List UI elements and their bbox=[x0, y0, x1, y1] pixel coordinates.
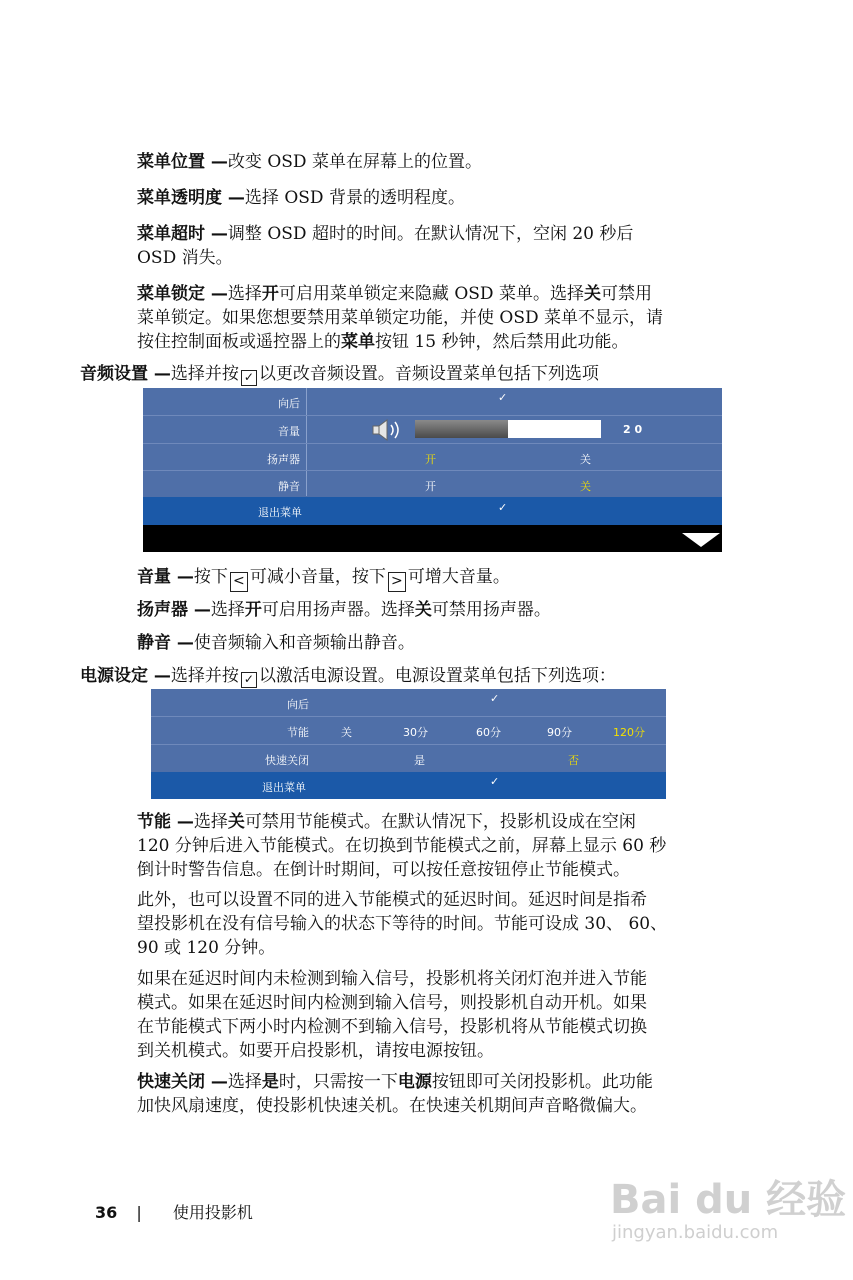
text: 选择 bbox=[227, 284, 262, 304]
text: 按住控制面板或遥控器上的 bbox=[137, 332, 341, 352]
osd-row-exit[interactable] bbox=[151, 772, 666, 799]
volume-slider[interactable] bbox=[415, 420, 601, 438]
text: 选择 bbox=[210, 600, 245, 620]
power-intro-para bbox=[80, 664, 616, 688]
volume-label: 音量 bbox=[278, 425, 300, 438]
text: 此外，也可以设置不同的进入节能模式的延迟时间。延迟时间是指希 bbox=[137, 890, 647, 910]
text: 可禁用扬声器。 bbox=[431, 600, 551, 620]
mute-on-option[interactable]: 开 bbox=[425, 480, 436, 493]
osd-row-mute[interactable] bbox=[143, 471, 722, 498]
audio-osd-menu bbox=[143, 388, 722, 552]
menu-lock-para bbox=[137, 282, 663, 354]
text: 选择 OSD 背景的透明程度。 bbox=[244, 188, 465, 208]
page-number: 36 bbox=[95, 1203, 118, 1222]
power-save-label: 节能 bbox=[287, 726, 309, 739]
power-save-option-90[interactable]: 90分 bbox=[547, 726, 572, 739]
back-label: 向后 bbox=[278, 397, 300, 410]
text: 可启用扬声器。选择 bbox=[261, 600, 415, 620]
volume-slider-fill bbox=[415, 420, 508, 438]
option-off: 关 bbox=[227, 812, 245, 832]
power-save-para bbox=[137, 810, 666, 882]
quick-shutdown-label: 快速关闭 bbox=[265, 754, 309, 767]
term: 菜单位置 — bbox=[137, 152, 228, 172]
enter-key-icon: ✓ bbox=[241, 672, 257, 688]
baidu-watermark-logo: Bai du 经验 bbox=[610, 1177, 847, 1223]
text: 加快风扇速度，使投影机快速关机。在快速关机期间声音略微偏大。 bbox=[137, 1096, 647, 1116]
menu-position-para bbox=[137, 150, 482, 174]
power-save-option-off[interactable]: 关 bbox=[341, 726, 352, 739]
text: 选择并按 bbox=[170, 666, 239, 686]
text: 时，只需按一下 bbox=[278, 1072, 398, 1092]
mute-off-option[interactable]: 关 bbox=[580, 480, 591, 493]
text: 可禁用节能模式。在默认情况下，投影机设成在空闲 bbox=[244, 812, 636, 832]
osd-row-exit[interactable] bbox=[143, 497, 722, 525]
term: 菜单超时 — bbox=[137, 224, 228, 244]
speaker-on-option[interactable]: 开 bbox=[425, 453, 436, 466]
text: 可减小音量，按下 bbox=[249, 567, 386, 587]
quick-shutdown-no[interactable]: 否 bbox=[568, 754, 579, 767]
volume-value: 2 0 bbox=[623, 423, 643, 436]
quick-shutdown-yes[interactable]: 是 bbox=[414, 754, 425, 767]
left-key-icon: < bbox=[230, 572, 248, 592]
text: 90 或 120 分钟。 bbox=[137, 938, 276, 958]
text: 选择 bbox=[193, 812, 228, 832]
back-label: 向后 bbox=[287, 698, 309, 711]
text: 可禁用 bbox=[600, 284, 652, 304]
text: 可增大音量。 bbox=[407, 567, 510, 587]
power-save-option-120[interactable]: 120分 bbox=[613, 726, 645, 739]
text: 模式。如果在延迟时间内检测到输入信号，则投影机自动开机。如果 bbox=[137, 993, 647, 1013]
check-icon: ✓ bbox=[490, 775, 500, 788]
text: 调整 OSD 超时的时间。在默认情况下，空闲 20 秒后 bbox=[227, 224, 634, 244]
text: 使音频输入和音频输出静音。 bbox=[193, 633, 415, 653]
menu-button-name: 菜单 bbox=[341, 332, 375, 352]
text: 菜单锁定。如果您想要禁用菜单锁定功能，并使 OSD 菜单不显示，请 bbox=[137, 308, 664, 328]
check-icon: ✓ bbox=[498, 391, 508, 404]
power-save-option-30[interactable]: 30分 bbox=[403, 726, 428, 739]
right-key-icon: > bbox=[388, 572, 406, 592]
exit-label: 退出菜单 bbox=[258, 506, 302, 519]
exit-label: 退出菜单 bbox=[262, 781, 306, 794]
osd-row-back[interactable] bbox=[143, 388, 722, 415]
speaker-icon bbox=[371, 418, 405, 446]
detect-para bbox=[137, 967, 647, 1063]
delay-para bbox=[137, 888, 667, 960]
power-save-option-60[interactable]: 60分 bbox=[476, 726, 501, 739]
osd-row-back[interactable] bbox=[151, 689, 666, 716]
text: 倒计时警告信息。在倒计时期间，可以按任意按钮停止节能模式。 bbox=[137, 860, 630, 880]
text: 按钮即可关闭投影机。此功能 bbox=[431, 1072, 653, 1092]
text: 按钮 15 秒钟，然后禁用此功能。 bbox=[375, 332, 629, 352]
osd-footer-bar bbox=[143, 525, 722, 552]
text: 如果在延迟时间内未检测到输入信号，投影机将关闭灯泡并进入节能 bbox=[137, 969, 647, 989]
term: 音频设置 — bbox=[80, 364, 171, 384]
volume-para bbox=[137, 565, 510, 592]
text: 以激活电源设置。电源设置菜单包括下列选项： bbox=[258, 666, 616, 686]
term: 音量 — bbox=[137, 567, 194, 587]
option-off: 关 bbox=[414, 600, 432, 620]
page-footer bbox=[95, 1200, 253, 1223]
text: 改变 OSD 菜单在屏幕上的位置。 bbox=[227, 152, 482, 172]
power-osd-menu bbox=[151, 689, 666, 799]
text: 选择 bbox=[227, 1072, 262, 1092]
option-on: 开 bbox=[244, 600, 262, 620]
osd-row-volume[interactable] bbox=[143, 416, 722, 443]
osd-row-quick-shutdown[interactable] bbox=[151, 745, 666, 772]
text: 以更改音频设置。音频设置菜单包括下列选项 bbox=[258, 364, 599, 384]
watermark-url: jingyan.baidu.com bbox=[612, 1222, 779, 1243]
text: 可启用菜单锁定来隐藏 OSD 菜单。选择 bbox=[278, 284, 584, 304]
menu-timeout-para bbox=[137, 222, 633, 270]
quick-shutdown-para bbox=[137, 1070, 653, 1118]
term: 节能 — bbox=[137, 812, 194, 832]
osd-row-speaker[interactable] bbox=[143, 444, 722, 471]
term: 电源设定 — bbox=[80, 666, 171, 686]
section-title: 使用投影机 bbox=[172, 1203, 253, 1222]
term: 菜单锁定 — bbox=[137, 284, 228, 304]
option-on: 开 bbox=[261, 284, 279, 304]
menu-transparency-para bbox=[137, 186, 465, 210]
check-icon: ✓ bbox=[490, 692, 500, 705]
audio-intro-para bbox=[80, 362, 599, 386]
text: 选择并按 bbox=[170, 364, 239, 384]
enter-key-icon: ✓ bbox=[241, 370, 257, 386]
check-icon: ✓ bbox=[498, 501, 508, 514]
text: 到关机模式。如要开启投影机，请按电源按钮。 bbox=[137, 1041, 494, 1061]
text: 120 分钟后进入节能模式。在切换到节能模式之前，屏幕上显示 60 秒 bbox=[137, 836, 667, 856]
speaker-off-option[interactable]: 关 bbox=[580, 453, 591, 466]
term: 扬声器 — bbox=[137, 600, 211, 620]
term: 菜单透明度 — bbox=[137, 188, 245, 208]
mute-para bbox=[137, 631, 415, 655]
mute-label: 静音 bbox=[278, 480, 300, 493]
text: OSD 消失。 bbox=[137, 248, 233, 268]
text: 望投影机在没有信号输入的状态下等待的时间。节能可设成 30、 60、 bbox=[137, 914, 668, 934]
speaker-label: 扬声器 bbox=[267, 453, 300, 466]
power-button-name: 电源 bbox=[397, 1072, 432, 1092]
option-yes: 是 bbox=[261, 1072, 279, 1092]
term: 快速关闭 — bbox=[137, 1072, 228, 1092]
text: 按下 bbox=[193, 567, 228, 587]
text: 在节能模式下两小时内检测不到输入信号，投影机将从节能模式切换 bbox=[137, 1017, 647, 1037]
osd-row-power-save[interactable] bbox=[151, 717, 666, 744]
scroll-down-icon[interactable] bbox=[682, 533, 720, 547]
term: 静音 — bbox=[137, 633, 194, 653]
speaker-para bbox=[137, 598, 551, 622]
footer-divider: | bbox=[136, 1203, 142, 1222]
option-off: 关 bbox=[583, 284, 601, 304]
